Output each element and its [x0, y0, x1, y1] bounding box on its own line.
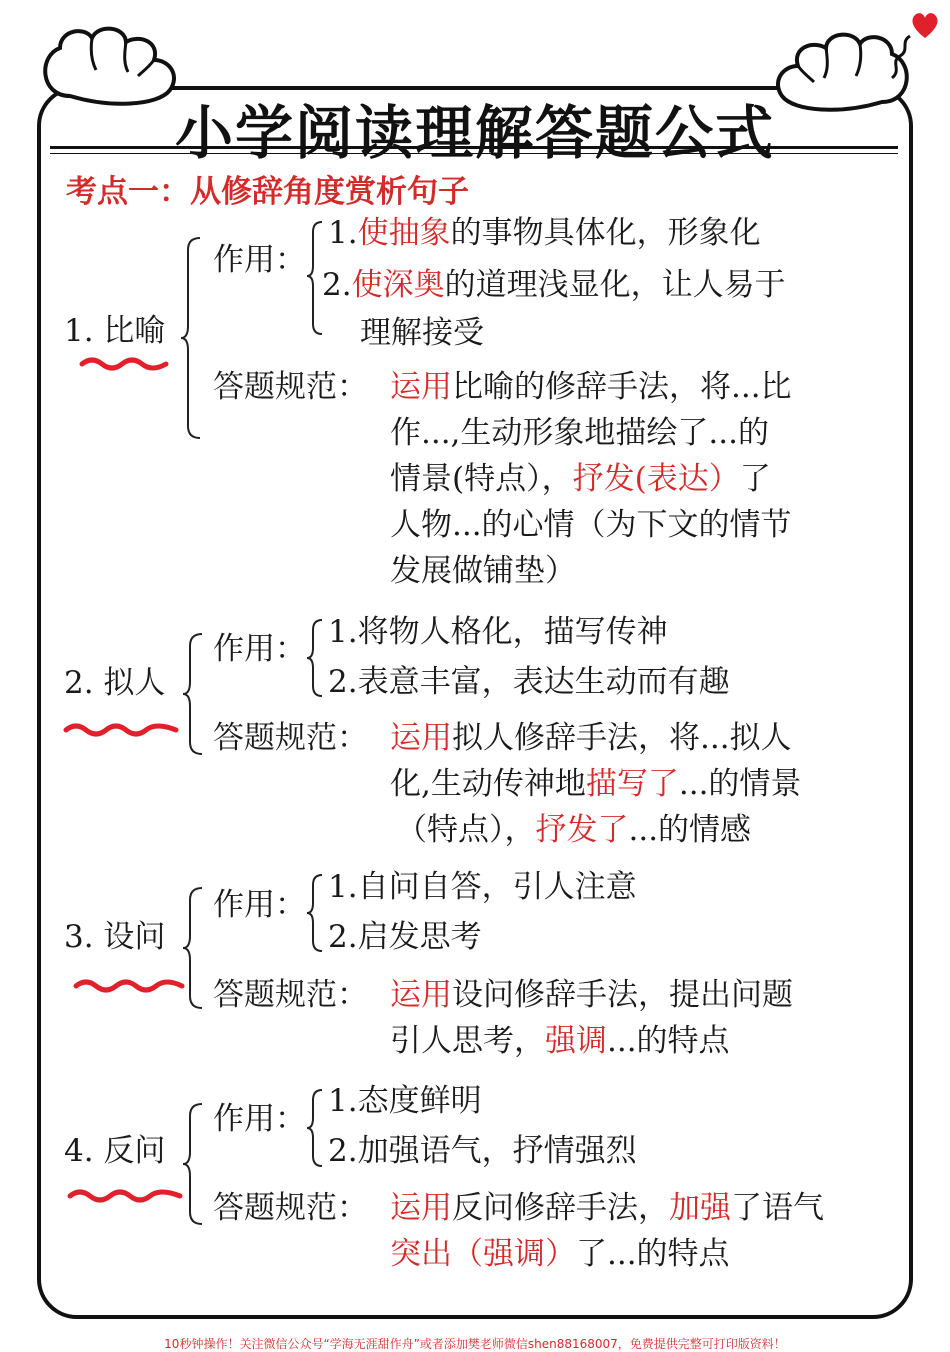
page-title: 小学阅读理解答题公式 — [174, 99, 775, 167]
squiggle-deco-icon — [880, 32, 920, 82]
brace-inner — [306, 873, 326, 953]
effect-line: 2.表意丰富，表达生动而有趣 — [328, 664, 730, 700]
answer-label: 答题规范： — [213, 1190, 368, 1226]
effect-label: 作用： — [213, 631, 306, 667]
brace-outer — [180, 236, 204, 440]
answer-label: 答题规范： — [213, 977, 368, 1013]
wavy-underline — [68, 1188, 184, 1204]
answer-line: 突出（强调）了...的特点 — [390, 1236, 730, 1272]
brace-outer — [182, 1102, 206, 1226]
brace-outer — [182, 886, 206, 1010]
footer-note: 10秒钟操作！关注微信公众号“学海无涯甜作舟”或者添加樊老师微信shen88168007，免费提供完整可打印版资料！ — [164, 1337, 786, 1351]
title-divider-thin — [50, 153, 898, 154]
answer-line: 引人思考，强调...的特点 — [390, 1023, 730, 1059]
title-divider — [50, 146, 898, 149]
item-title: 4. 反问 — [64, 1133, 166, 1169]
answer-line: 化,生动传神地描写了...的情景 — [390, 766, 802, 802]
answer-line: 发展做铺垫） — [390, 553, 576, 589]
item-title: 1. 比喻 — [64, 313, 166, 349]
answer-line: 人物...的心情（为下文的情节 — [390, 507, 792, 543]
answer-line: （特点），抒发了...的情感 — [396, 812, 752, 848]
effect-line: 1.将物人格化，描写传神 — [328, 614, 668, 650]
wavy-underline — [64, 722, 180, 738]
brace-inner — [306, 1088, 326, 1168]
answer-line: 运用比喻的修辞手法，将...比 — [390, 369, 792, 405]
effect-line: 1.使抽象的事物具体化，形象化 — [328, 215, 761, 251]
answer-line: 情景(特点），抒发(表达）了 — [390, 461, 771, 497]
item-title: 3. 设问 — [64, 919, 166, 955]
answer-label: 答题规范： — [213, 369, 368, 405]
wavy-underline — [74, 978, 186, 994]
effect-line: 2.启发思考 — [328, 919, 482, 955]
effect-line: 2.使深奥的道理浅显化，让人易于 — [322, 267, 786, 303]
wavy-underline — [80, 356, 170, 372]
answer-line: 作...,生动形象地描绘了...的 — [390, 415, 769, 451]
answer-line: 运用设问修辞手法，提出问题 — [390, 977, 793, 1013]
answer-line: 运用拟人修辞手法，将...拟人 — [390, 720, 792, 756]
brace-inner — [306, 618, 326, 698]
answer-label: 答题规范： — [213, 720, 368, 756]
effect-line: 2.加强语气，抒情强烈 — [328, 1133, 637, 1169]
brace-outer — [182, 632, 206, 756]
effect-line: 1.态度鲜明 — [328, 1083, 482, 1119]
effect-label: 作用： — [213, 242, 306, 278]
section-heading: 考点一：从修辞角度赏析句子 — [66, 174, 469, 210]
effect-line: 1.自问自答，引人注意 — [328, 869, 637, 905]
effect-label: 作用： — [213, 887, 306, 923]
answer-line: 运用反问修辞手法，加强了语气 — [390, 1190, 824, 1226]
item-title: 2. 拟人 — [64, 665, 166, 701]
effect-label: 作用： — [213, 1101, 306, 1137]
effect-line-cont: 理解接受 — [360, 315, 484, 351]
